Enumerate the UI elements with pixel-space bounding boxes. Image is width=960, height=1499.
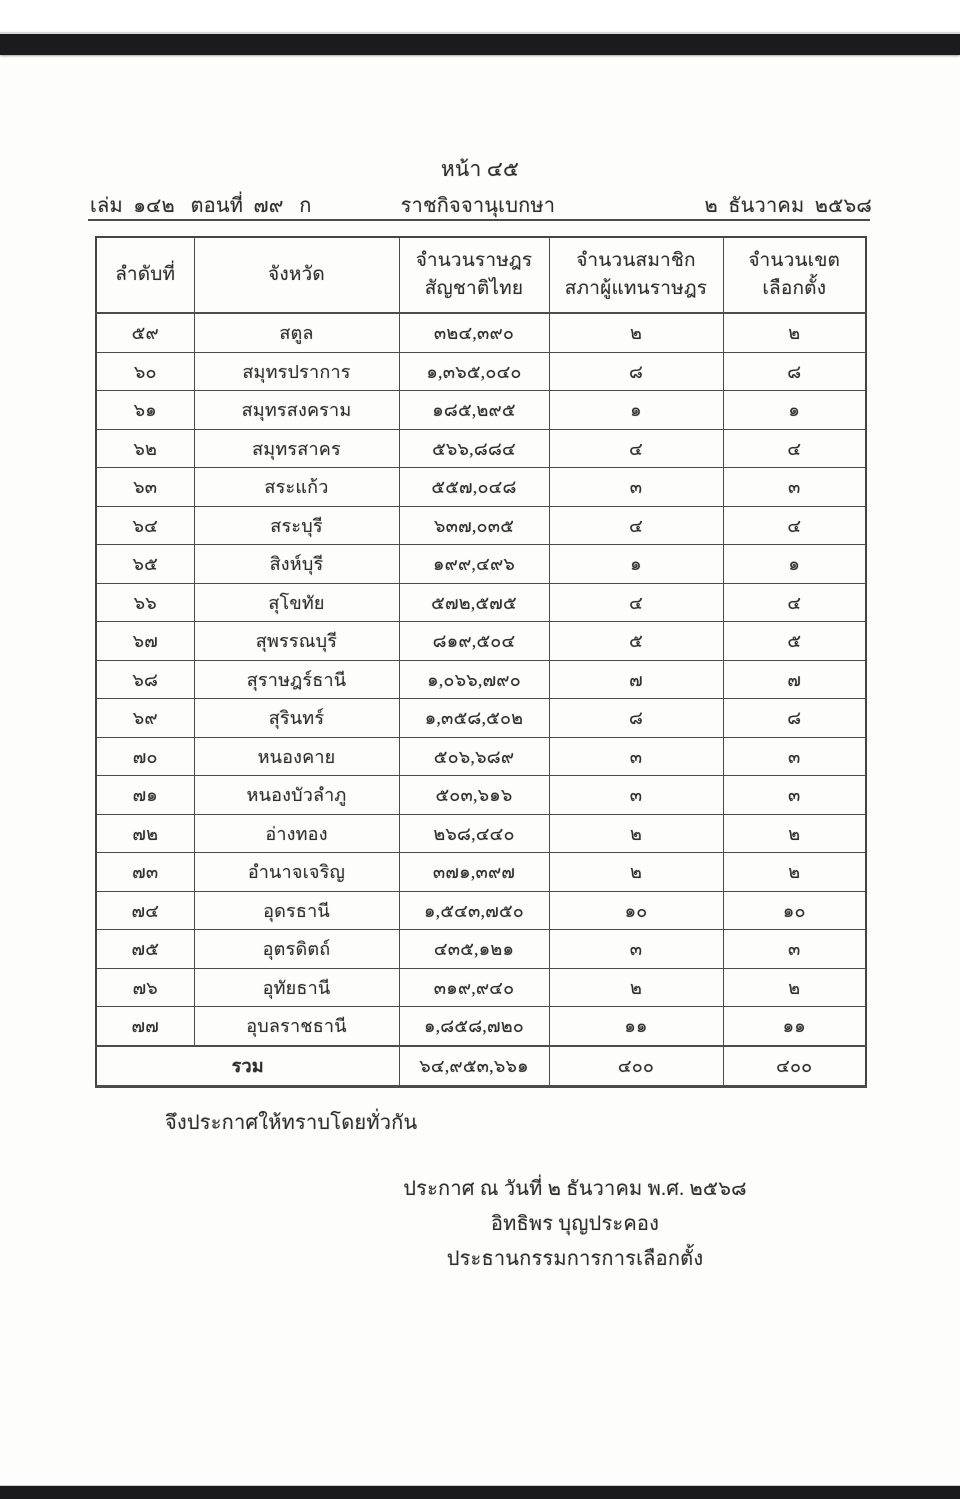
cell-mp-count: ๓ bbox=[549, 468, 723, 507]
cell-mp-count: ๓ bbox=[549, 737, 723, 776]
page-number: หน้า ๔๕ bbox=[440, 157, 520, 181]
cell-order-number: ๗๕ bbox=[96, 930, 194, 969]
cell-population: ๑,๓๕๘,๕๐๒ bbox=[399, 699, 549, 738]
cell-mp-count: ๓ bbox=[549, 930, 723, 969]
total-districts: ๔๐๐ bbox=[723, 1046, 866, 1087]
cell-order-number: ๗๑ bbox=[96, 776, 194, 815]
total-mps: ๔๐๐ bbox=[549, 1046, 723, 1087]
signer-name: อิทธิพร บุญประคอง bbox=[490, 1213, 660, 1235]
cell-province-name: อ่างทอง bbox=[194, 814, 399, 853]
cell-order-number: ๖๔ bbox=[96, 506, 194, 545]
cell-mp-count: ๑ bbox=[549, 545, 723, 584]
cell-order-number: ๖๐ bbox=[96, 352, 194, 391]
table-row bbox=[96, 391, 866, 430]
cell-district-count: ๘ bbox=[723, 352, 866, 391]
cell-population: ๕๐๓,๖๑๖ bbox=[399, 776, 549, 815]
cell-mp-count: ๑๐ bbox=[549, 891, 723, 930]
cell-province-name: อุทัยธานี bbox=[194, 968, 399, 1007]
cell-province-name: สตูล bbox=[194, 313, 399, 352]
table-row bbox=[96, 506, 866, 545]
cell-province-name: สุพรรณบุรี bbox=[194, 622, 399, 661]
signature-block bbox=[340, 1172, 810, 1277]
cell-order-number: ๗๐ bbox=[96, 737, 194, 776]
cell-province-name: สมุทรสาคร bbox=[194, 429, 399, 468]
col-header-province: จังหวัด bbox=[194, 237, 399, 313]
cell-population: ๑๘๕,๒๙๕ bbox=[399, 391, 549, 430]
table-row bbox=[96, 1007, 866, 1046]
cell-order-number: ๗๖ bbox=[96, 968, 194, 1007]
table-row bbox=[96, 891, 866, 930]
cell-population: ๕๗๒,๕๗๕ bbox=[399, 583, 549, 622]
col-header-mps: จำนวนสมาชิก สภาผู้แทนราษฎร bbox=[549, 237, 723, 313]
cell-order-number: ๕๙ bbox=[96, 313, 194, 352]
cell-district-count: ๑ bbox=[723, 391, 866, 430]
cell-population: ๖๓๗,๐๓๕ bbox=[399, 506, 549, 545]
table-row bbox=[96, 814, 866, 853]
cell-mp-count: ๕ bbox=[549, 622, 723, 661]
cell-mp-count: ๓ bbox=[549, 776, 723, 815]
cell-population: ๓๗๑,๓๙๗ bbox=[399, 853, 549, 892]
cell-mp-count: ๒ bbox=[549, 814, 723, 853]
top-white-strip bbox=[0, 0, 960, 32]
cell-province-name: สมุทรสงคราม bbox=[194, 391, 399, 430]
cell-population: ๑,๘๕๘,๗๒๐ bbox=[399, 1007, 549, 1046]
cell-mp-count: ๒ bbox=[549, 968, 723, 1007]
cell-order-number: ๖๒ bbox=[96, 429, 194, 468]
cell-district-count: ๒ bbox=[723, 853, 866, 892]
table-header bbox=[96, 237, 866, 313]
cell-mp-count: ๘ bbox=[549, 352, 723, 391]
cell-district-count: ๒ bbox=[723, 968, 866, 1007]
cell-district-count: ๓ bbox=[723, 468, 866, 507]
table-row bbox=[96, 968, 866, 1007]
closing-statement: จึงประกาศให้ทราบโดยทั่วกัน bbox=[165, 1112, 418, 1134]
cell-population: ๕๖๖,๘๘๔ bbox=[399, 429, 549, 468]
cell-order-number: ๗๗ bbox=[96, 1007, 194, 1046]
cell-district-count: ๒ bbox=[723, 814, 866, 853]
total-row bbox=[96, 1046, 866, 1087]
cell-mp-count: ๑ bbox=[549, 391, 723, 430]
cell-district-count: ๒ bbox=[723, 313, 866, 352]
cell-population: ๓๑๙,๙๔๐ bbox=[399, 968, 549, 1007]
masthead bbox=[90, 189, 872, 221]
gazette-title: ราชกิจจานุเบกษา bbox=[400, 195, 556, 217]
cell-mp-count: ๔ bbox=[549, 429, 723, 468]
cell-province-name: สุราษฎร์ธานี bbox=[194, 660, 399, 699]
table-body bbox=[96, 313, 866, 1046]
table-row bbox=[96, 660, 866, 699]
cell-order-number: ๖๖ bbox=[96, 583, 194, 622]
cell-order-number: ๖๘ bbox=[96, 660, 194, 699]
cell-population: ๓๒๔,๓๙๐ bbox=[399, 313, 549, 352]
table-row bbox=[96, 468, 866, 507]
cell-population: ๕๐๖,๖๘๙ bbox=[399, 737, 549, 776]
cell-mp-count: ๒ bbox=[549, 313, 723, 352]
table-row bbox=[96, 583, 866, 622]
cell-province-name: อุดรธานี bbox=[194, 891, 399, 930]
cell-order-number: ๗๔ bbox=[96, 891, 194, 930]
total-population: ๖๔,๙๕๓,๖๖๑ bbox=[399, 1046, 549, 1087]
cell-population: ๑,๓๖๕,๐๔๐ bbox=[399, 352, 549, 391]
cell-mp-count: ๑๑ bbox=[549, 1007, 723, 1046]
col-header-population: จำนวนราษฎร สัญชาติไทย bbox=[399, 237, 549, 313]
cell-province-name: สมุทรปราการ bbox=[194, 352, 399, 391]
letterbox-bottom-bar bbox=[0, 1485, 960, 1499]
cell-district-count: ๑๑ bbox=[723, 1007, 866, 1046]
table-row bbox=[96, 545, 866, 584]
table-row bbox=[96, 737, 866, 776]
cell-province-name: สุรินทร์ bbox=[194, 699, 399, 738]
cell-order-number: ๖๕ bbox=[96, 545, 194, 584]
table-row bbox=[96, 699, 866, 738]
cell-province-name: อุตรดิตถ์ bbox=[194, 930, 399, 969]
cell-population: ๒๖๘,๔๔๐ bbox=[399, 814, 549, 853]
cell-population: ๑,๐๖๖,๗๙๐ bbox=[399, 660, 549, 699]
cell-mp-count: ๒ bbox=[549, 853, 723, 892]
cell-order-number: ๖๗ bbox=[96, 622, 194, 661]
cell-district-count: ๗ bbox=[723, 660, 866, 699]
cell-province-name: หนองคาย bbox=[194, 737, 399, 776]
cell-province-name: สิงห์บุรี bbox=[194, 545, 399, 584]
table-row bbox=[96, 776, 866, 815]
cell-mp-count: ๔ bbox=[549, 583, 723, 622]
cell-population: ๑,๕๔๓,๗๕๐ bbox=[399, 891, 549, 930]
cell-mp-count: ๗ bbox=[549, 660, 723, 699]
table-row bbox=[96, 853, 866, 892]
cell-population: ๔๓๕,๑๒๑ bbox=[399, 930, 549, 969]
cell-district-count: ๑ bbox=[723, 545, 866, 584]
table-row bbox=[96, 930, 866, 969]
cell-district-count: ๔ bbox=[723, 583, 866, 622]
cell-district-count: ๘ bbox=[723, 699, 866, 738]
cell-population: ๘๑๙,๕๐๔ bbox=[399, 622, 549, 661]
table-row bbox=[96, 313, 866, 352]
cell-population: ๕๕๗,๐๔๘ bbox=[399, 468, 549, 507]
cell-order-number: ๖๓ bbox=[96, 468, 194, 507]
cell-district-count: ๕ bbox=[723, 622, 866, 661]
cell-province-name: อุบลราชธานี bbox=[194, 1007, 399, 1046]
cell-population: ๑๙๙,๔๙๖ bbox=[399, 545, 549, 584]
cell-mp-count: ๔ bbox=[549, 506, 723, 545]
table-row bbox=[96, 352, 866, 391]
cell-district-count: ๔ bbox=[723, 429, 866, 468]
cell-province-name: สระแก้ว bbox=[194, 468, 399, 507]
cell-province-name: หนองบัวลำภู bbox=[194, 776, 399, 815]
table-row bbox=[96, 429, 866, 468]
masthead-divider-rule bbox=[88, 219, 870, 221]
total-label: รวม bbox=[96, 1046, 399, 1087]
cell-district-count: ๓ bbox=[723, 930, 866, 969]
signer-title: ประธานกรรมการการเลือกตั้ง bbox=[446, 1248, 704, 1270]
cell-district-count: ๑๐ bbox=[723, 891, 866, 930]
cell-province-name: สระบุรี bbox=[194, 506, 399, 545]
cell-order-number: ๗๓ bbox=[96, 853, 194, 892]
col-header-order: ลำดับที่ bbox=[96, 237, 194, 313]
cell-district-count: ๓ bbox=[723, 776, 866, 815]
cell-district-count: ๔ bbox=[723, 506, 866, 545]
cell-province-name: อำนาจเจริญ bbox=[194, 853, 399, 892]
announcement-date-line: ประกาศ ณ วันที่ ๒ ธันวาคม พ.ศ. ๒๕๖๘ bbox=[403, 1178, 747, 1200]
cell-mp-count: ๘ bbox=[549, 699, 723, 738]
cell-order-number: ๗๒ bbox=[96, 814, 194, 853]
table-row bbox=[96, 622, 866, 661]
table-footer bbox=[96, 1046, 866, 1087]
gazette-date: ๒ ธันวาคม ๒๕๖๘ bbox=[704, 195, 872, 217]
cell-province-name: สุโขทัย bbox=[194, 583, 399, 622]
cell-order-number: ๖๙ bbox=[96, 699, 194, 738]
province-table bbox=[95, 236, 867, 1088]
volume-info: เล่ม ๑๔๒ ตอนที่ ๗๙ ก bbox=[90, 195, 312, 217]
letterbox-top-bar bbox=[0, 32, 960, 55]
col-header-districts: จำนวนเขตเลือกตั้ง bbox=[723, 237, 866, 313]
cell-district-count: ๓ bbox=[723, 737, 866, 776]
cell-order-number: ๖๑ bbox=[96, 391, 194, 430]
